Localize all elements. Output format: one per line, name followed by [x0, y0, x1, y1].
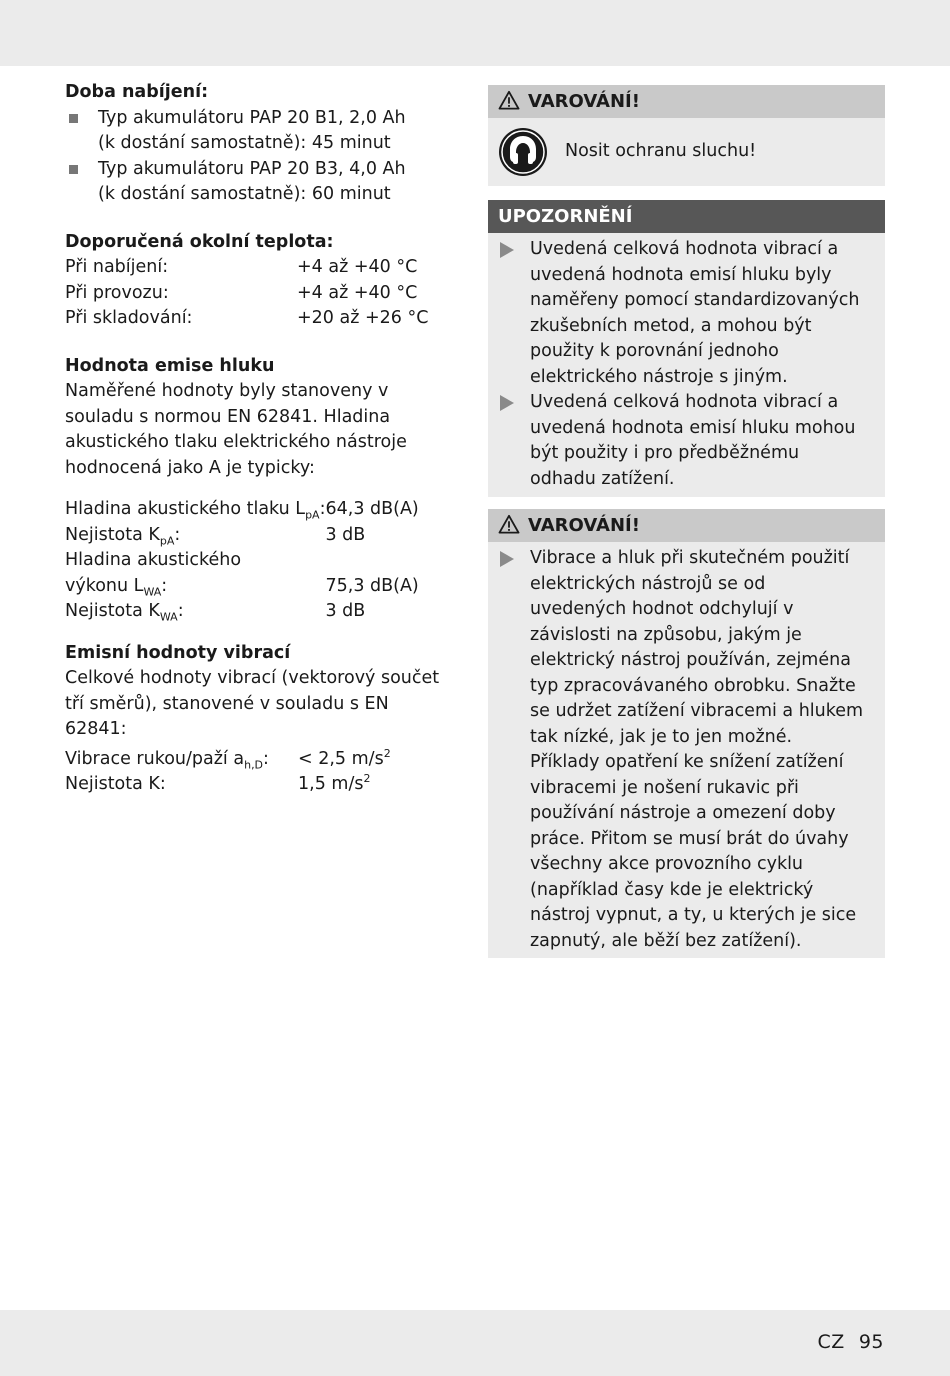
table-cell: +20 až +26 °C [297, 308, 429, 328]
table-cell: Vibrace rukou/paží $a_{h,D}$: [65, 748, 269, 771]
warning-text: Nosit ochranu sluchu! [565, 141, 757, 162]
note-body [488, 233, 885, 497]
table-cell: +4 až +40 °C [297, 257, 418, 277]
table-cell: Nejistota K: [65, 774, 166, 794]
table-cell: Nejistota $K_{WA}$: [65, 601, 184, 624]
table-cell: +4 až +40 °C [297, 282, 418, 303]
top-band [0, 0, 950, 66]
table-cell: Při skladování: [65, 308, 193, 328]
noise-table [65, 497, 419, 625]
warning-title: VAROVÁNÍ! [528, 515, 640, 536]
table-row [65, 497, 419, 523]
table-row [65, 599, 419, 625]
list-item-line: (k dostání samostatně): 45 minut [98, 133, 391, 153]
vibration-text: Celkové hodnoty vibrací (vektorový součet tří směrů), stanovené v souladu s EN 62841: [65, 668, 440, 739]
table-cell: 3 dB [325, 601, 366, 621]
table-cell: Hladina akustického tlaku $L_{pA}$: [65, 499, 326, 522]
list-item [65, 157, 455, 208]
warning-box-hearing [488, 85, 885, 186]
table-cell: 3 dB [325, 524, 366, 545]
table-row [65, 523, 419, 549]
table-cell: výkonu $L_{WA}$: [65, 575, 168, 598]
table-cell: Hladina akustického [65, 550, 242, 570]
list-item-line: Typ akumulátoru PAP 20 B1, 2,0 Ah [98, 107, 406, 128]
table-row [65, 747, 391, 773]
hearing-row [488, 118, 885, 186]
temperature-table [65, 255, 428, 332]
table-row [65, 548, 419, 574]
list-item [498, 390, 865, 492]
charging-list [65, 106, 455, 208]
temperature-heading: Doporučená okolní teplota: [65, 231, 334, 252]
hearing-protection-icon [498, 127, 548, 177]
language-code: CZ [817, 1331, 845, 1353]
table-cell: 75,3 dB(A) [325, 575, 419, 596]
table-cell: Při provozu: [65, 282, 169, 303]
note-title: UPOZORNĚNÍ [498, 206, 633, 227]
table-cell: 64,3 dB(A) [325, 499, 419, 519]
list-item [498, 237, 865, 390]
arrow-bullet-icon [500, 242, 514, 258]
warning-triangle-icon [498, 90, 520, 110]
noise-text: Naměřené hodnoty byly stanoveny v souladu s normou EN 62841. Hladina akustického tlaku elektrického nástroje hodnocená jako A je typicky: [65, 381, 407, 478]
arrow-bullet-icon [500, 395, 514, 411]
warning-title: VAROVÁNÍ! [528, 91, 640, 112]
table-row [65, 255, 428, 281]
table-cell: Nejistota $K_{pA}$: [65, 524, 181, 547]
vibration-table [65, 747, 391, 798]
list-item [498, 546, 865, 954]
table-row [65, 772, 391, 798]
vibration-heading: Emisní hodnoty vibrací [65, 642, 291, 663]
table-cell: < 2,5 $m/s^2$ [298, 746, 391, 769]
table-cell: Při nabíjení: [65, 257, 169, 277]
note-header [488, 200, 885, 233]
footer-band [0, 1310, 950, 1376]
note-box [488, 200, 885, 497]
page-number [818, 1330, 884, 1356]
noise-heading: Hodnota emise hluku [65, 355, 275, 376]
warning-text: Vibrace a hluk při skutečném použití elektrických nástrojů se od uvedených hodnot odchylují v závislosti na způsobu, jakým je elektrický nástroj používán, zejména typ zpracovávaného obrobku. Snažte se udržet zatížení vibracemi a hlukem tak nízké, jak je to jen možné. Příklady opatření ke snížení zatížení vibracemi je nošení rukavic při používání nástroje a omezení doby práce. Přitom se musí brát do úvahy všechny akce provozního cyklu (například časy kde je elektrický nástroj vypnut, a ty, u kterých je sice zapnutý, ale běží bez zatížení). [530, 548, 864, 951]
list-item-line: Typ akumulátoru PAP 20 B3, 4,0 Ah [98, 158, 406, 179]
table-row [65, 281, 428, 307]
note-item-text: Uvedená celková hodnota vibrací a uvedená hodnota emisí hluku mohou být použity i pro předběžnému odhadu zatížení. [530, 392, 856, 489]
warning-triangle-icon [498, 514, 520, 534]
page-number-value: 95 [858, 1331, 884, 1353]
list-item [65, 106, 455, 157]
left-column [65, 80, 455, 798]
warning-header [488, 85, 885, 118]
table-cell: 1,5 $m/s^2$ [298, 772, 371, 794]
warning-box-vibration [488, 509, 885, 958]
arrow-bullet-icon [500, 551, 514, 567]
warning-header [488, 509, 885, 542]
warning-body [488, 542, 885, 958]
charging-heading: Doba nabíjení: [65, 82, 209, 102]
note-item-text: Uvedená celková hodnota vibrací a uvedená hodnota emisí hluku byly naměřeny pomocí standardizovaných zkušebních metod, a mohou být použity k porovnání jednoho elektrického nástroje s jiným. [530, 239, 860, 387]
table-row [65, 306, 428, 332]
list-item-line: (k dostání samostatně): 60 minut [98, 184, 391, 204]
table-row [65, 574, 419, 600]
